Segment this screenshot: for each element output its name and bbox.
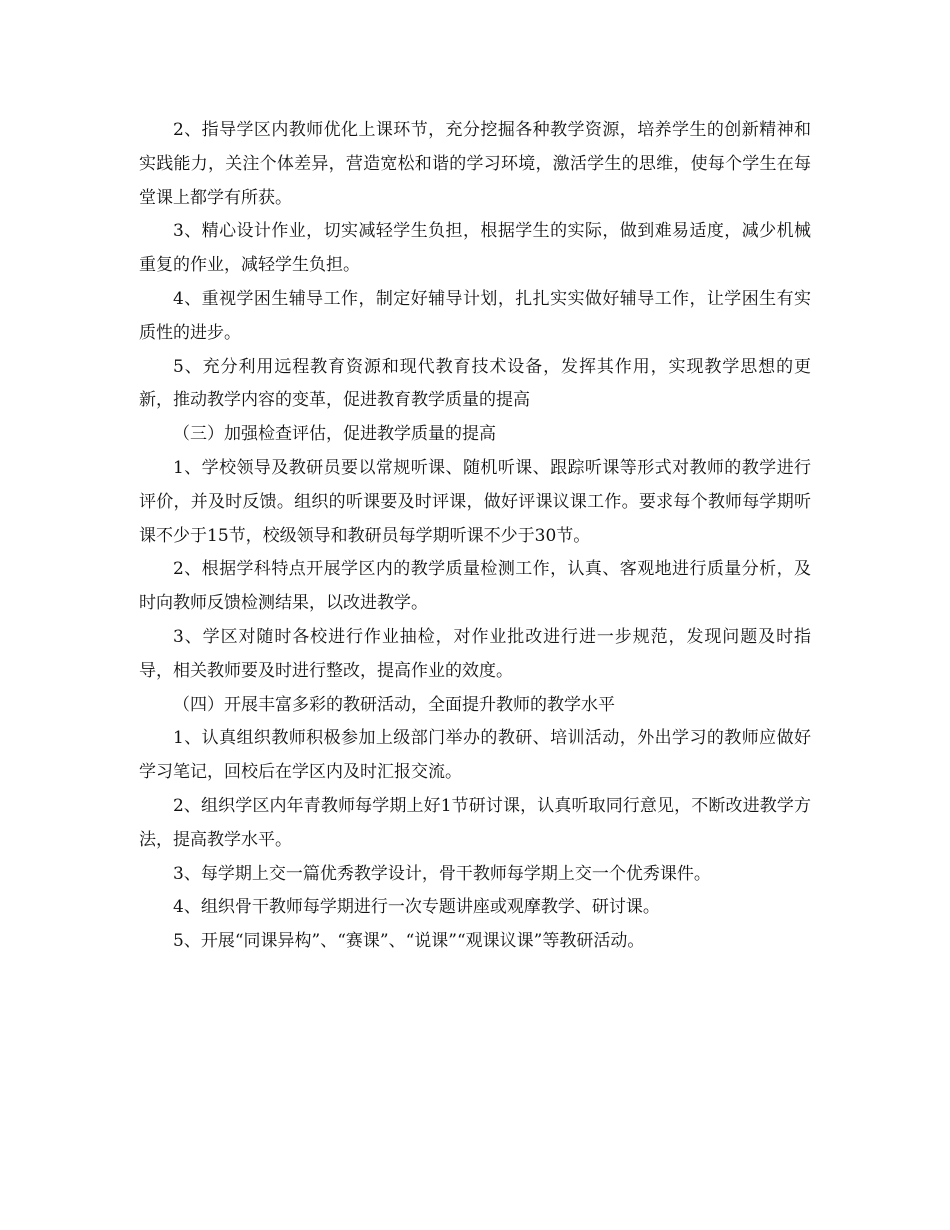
paragraph-5-research-activities: 5、开展“同课异构”、“赛课”、“说课”“观课议课”等教研活动。 xyxy=(173,931,645,952)
paragraph-5-remote-education: 5、充分利用远程教育资源和现代教育技术设备，发挥其作用，实现教学思想的更新，推动教学内容的变革，促进教育教学质量的提高 xyxy=(139,356,811,411)
paragraph-1-lesson-observation: 1、学校领导及教研员要以常规听课、随机听课、跟踪听课等形式对教师的教学进行评价，并及时反馈。组织的听课要及时评课，做好评课议课工作。要求每个教师每学期听课不少于15节，校级领导和教研员每学期听课不少于30节。 xyxy=(139,457,811,546)
paragraph-2-quality-testing: 2、根据学科特点开展学区内的教学质量检测工作，认真、客观地进行质量分析，及时向教师反馈检测结果，以改进教学。 xyxy=(139,559,811,614)
document-page xyxy=(139,114,811,959)
section-heading-4: （四）开展丰富多彩的教研活动，全面提升教师的教学水平 xyxy=(173,694,615,715)
paragraph-3-teaching-design: 3、每学期上交一篇优秀教学设计，骨干教师每学期上交一个优秀课件。 xyxy=(173,863,711,884)
section-heading-3: （三）加强检查评估，促进教学质量的提高 xyxy=(173,424,496,445)
paragraph-3-homework-inspection: 3、学区对随时各校进行作业抽检，对作业批改进行进一步规范，发现问题及时指导，相关教师要及时进行整改，提高作业的效度。 xyxy=(139,626,811,681)
paragraph-4-tutoring: 4、重视学困生辅导工作，制定好辅导计划，扎扎实实做好辅导工作，让学困生有实质性的进步。 xyxy=(139,288,811,343)
paragraph-4-lectures: 4、组织骨干教师每学期进行一次专题讲座或观摩教学、研讨课。 xyxy=(173,897,660,918)
paragraph-3-homework-design: 3、精心设计作业，切实减轻学生负担，根据学生的实际，做到难易适度，减少机械重复的作业，减轻学生负担。 xyxy=(139,221,811,276)
paragraph-2-optimize-lessons: 2、指导学区内教师优化上课环节，充分挖掘各种教学资源，培养学生的创新精神和实践能力，关注个体差异，营造宽松和谐的学习环境，激活学生的思维，使每个学生在每堂课上都学有所获。 xyxy=(139,120,811,208)
paragraph-2-young-teachers: 2、组织学区内年青教师每学期上好1节研讨课，认真听取同行意见，不断改进教学方法，提高教学水平。 xyxy=(139,795,811,850)
paragraph-1-training: 1、认真组织教师积极参加上级部门举办的教研、培训活动，外出学习的教师应做好学习笔记，回校后在学区内及时汇报交流。 xyxy=(139,728,811,783)
